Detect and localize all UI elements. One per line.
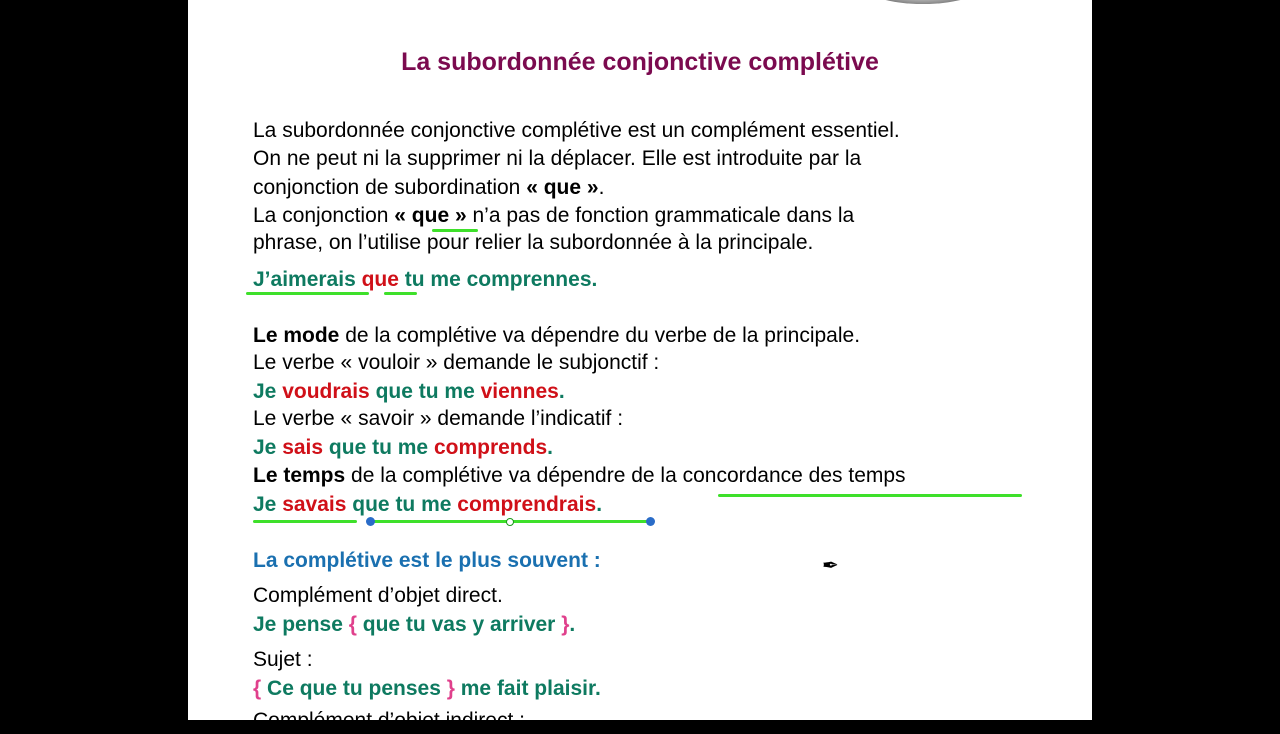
intro-line-4: [253, 203, 854, 229]
text: sais: [282, 436, 324, 459]
text: La complétive est le plus souvent :: [253, 549, 601, 572]
text: viennes: [480, 380, 559, 403]
selection-handle-start[interactable]: [366, 517, 375, 526]
example-1: [253, 267, 597, 293]
text: .: [558, 380, 565, 403]
highlight-stroke: [384, 292, 417, 295]
text: que: [361, 268, 399, 291]
highlight-stroke: [718, 494, 1022, 497]
text: Je: [253, 436, 283, 459]
cod-example: [253, 612, 575, 638]
text: comprendrais: [457, 493, 597, 516]
text: tu me comprennes.: [404, 268, 598, 291]
sujet-example: [253, 676, 601, 702]
text: Je: [253, 493, 283, 516]
brace-open: {: [253, 677, 262, 700]
savoir-example: [253, 435, 553, 461]
decorative-shadow: [858, 0, 988, 4]
savoir-line: Le verbe « savoir » demande l’indicatif :: [253, 407, 624, 430]
intro-line-2: On ne peut ni la supprimer ni la déplacer. Elle est introduite par la: [253, 147, 862, 170]
text: Je: [253, 380, 283, 403]
page-title: La subordonnée conjonctive complétive: [401, 48, 879, 76]
text: .: [596, 493, 603, 516]
selection-handle-end[interactable]: [646, 517, 655, 526]
brace-close: }: [561, 613, 570, 636]
text: Je pense: [253, 613, 349, 636]
que-bold: « que »: [526, 176, 599, 199]
text: La conjonction: [253, 204, 395, 227]
intro-line-1: La subordonnée conjonctive complétive est un complément essentiel.: [253, 119, 900, 142]
text: comprends: [433, 436, 548, 459]
temps-line: [253, 463, 906, 489]
cod-label: Complément d’objet direct.: [253, 584, 503, 607]
intro-line-5: phrase, on l’utilise pour relier la subordonnée à la principale.: [253, 231, 814, 254]
text: .: [547, 436, 553, 459]
highlight-stroke: [246, 292, 369, 295]
selection-handle-mid[interactable]: [506, 518, 514, 526]
completive-heading: [253, 548, 601, 574]
pen-nib-icon[interactable]: ✒: [822, 555, 839, 577]
highlight-stroke: [253, 520, 357, 523]
text: Le temps: [253, 464, 346, 487]
text: de la complétive va dépendre du verbe de la principale.: [339, 324, 861, 347]
text: n’a pas de fonction grammaticale dans la: [466, 204, 855, 227]
text: voudrais: [282, 380, 370, 403]
brace-open: {: [348, 613, 357, 636]
text: conjonction de subordination: [253, 176, 527, 199]
text: Ce que tu penses: [261, 677, 447, 700]
mode-line: [253, 323, 860, 349]
text: Le mode: [253, 324, 340, 347]
coi-label: Complément d’objet indirect :: [253, 709, 525, 732]
text: savais: [282, 493, 347, 516]
text: que tu me: [346, 493, 458, 516]
document-page: [188, 0, 1092, 732]
text: que tu vas y arriver: [356, 613, 562, 636]
text: J’aimerais: [253, 268, 356, 291]
temps-example: [253, 492, 602, 518]
text: de la complétive va dépendre de la concordance des temps: [345, 464, 906, 487]
brace-close: }: [446, 677, 455, 700]
vouloir-line: Le verbe « vouloir » demande le subjonctif :: [253, 351, 660, 374]
text: que tu me: [369, 380, 481, 403]
intro-line-3: [253, 175, 604, 201]
text: .: [598, 176, 605, 199]
text: .: [569, 613, 576, 636]
text: me fait plaisir.: [454, 677, 601, 700]
vouloir-example: [253, 379, 565, 405]
sujet-label: Sujet :: [253, 648, 313, 671]
que-bold: « que »: [394, 204, 467, 227]
text: que tu me: [323, 436, 434, 459]
